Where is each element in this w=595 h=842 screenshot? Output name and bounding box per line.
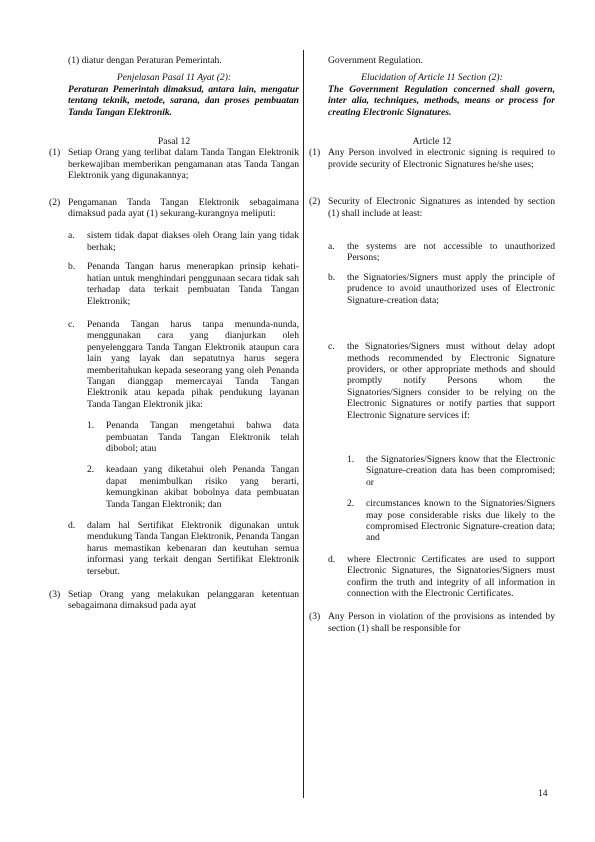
point-text: the Signatories/Signers must without delay adopt methods recommended by Electronic Signature providers, or other appropriate methods and should promptly notify Persons whom the Signatories/Signers consider to be relying on the Electronic Signatures or notify parties that support Electronic Signature services if: bbox=[347, 341, 555, 421]
point-letter: c. bbox=[68, 318, 75, 330]
section-text: Pengamanan Tanda Tangan Elektronik sebagaimana dimaksud pada ayat (1) sekurang-kurangnya meliputi: bbox=[68, 196, 299, 220]
subpoint-2 bbox=[347, 498, 555, 544]
section-number: (3) bbox=[49, 589, 61, 601]
point-text: dalam hal Sertifikat Elektronik digunakan untuk mendukung Tanda Tangan Elektronik, Penanda Tangan harus memastikan kebenaran dan keutuhan semua informasi yang terkait dengan Sertifikat Elektronik tersebut. bbox=[87, 520, 299, 577]
subpoint-number: 1. bbox=[87, 420, 95, 432]
point-letter: b. bbox=[68, 261, 76, 273]
point-text: Penanda Tangan harus tanpa menunda-nunda, menggunakan cara yang dianjurkan oleh penyelenggara Tanda Tangan Elektronik ataupun cara lain yang layak dan sepatutnya harus segera memberitahukan kepada seseorang yang oleh Penanda Tangan dianggap memercayai Tanda Tangan Elektronik atau kepada pihak pendukung layanan Tanda Tangan Elektronik jika: bbox=[87, 318, 299, 410]
point-letter: d. bbox=[328, 553, 336, 565]
point-letter: c. bbox=[328, 341, 335, 353]
subpoint-text: Penanda Tangan mengetahui bahwa data pembuatan Tanda Tangan Elektronik telah dibobol; atau bbox=[106, 420, 299, 454]
section-3 bbox=[309, 611, 555, 634]
point-letter: d. bbox=[68, 520, 76, 531]
section-number: (2) bbox=[309, 196, 321, 208]
section-2 bbox=[49, 197, 299, 220]
section-text: Any Person in violation of the provisions as intended by section (1) shall be responsible for bbox=[328, 611, 555, 634]
point-d bbox=[68, 520, 299, 577]
subpoint-1 bbox=[87, 420, 299, 454]
section-1 bbox=[309, 147, 555, 170]
subpoint-text: the Signatories/Signers know that the Electronic Signature-creation data has been compromised; or bbox=[366, 453, 555, 488]
subpoint-number: 2. bbox=[87, 464, 95, 476]
subpoint-number: 2. bbox=[347, 498, 355, 510]
point-c bbox=[328, 341, 555, 421]
point-text: the systems are not accessible to unauthorized Persons; bbox=[347, 241, 555, 264]
point-d bbox=[328, 554, 555, 600]
point-c bbox=[68, 319, 299, 410]
column-divider bbox=[303, 50, 304, 798]
section-1 bbox=[49, 147, 299, 181]
point-a bbox=[68, 230, 299, 253]
section-number: (3) bbox=[309, 611, 321, 623]
point-text: the Signatories/Signers must apply the principle of prudence to avoid unauthorized uses of Electronic Signature-creation data; bbox=[347, 271, 555, 306]
english-column bbox=[309, 55, 555, 634]
point-b bbox=[328, 272, 555, 306]
intro-text: (1) diatur dengan Peraturan Pemerintah. bbox=[68, 55, 222, 66]
section-text: Setiap Orang yang melakukan pelanggaran ketentuan sebagaimana dimaksud pada ayat bbox=[68, 589, 299, 612]
elucidation-text: The Government Regulation concerned shall govern, inter alia, techniques, methods, means or process for creating Electronic Signatures. bbox=[328, 83, 555, 118]
section-2 bbox=[309, 196, 555, 219]
point-b bbox=[68, 261, 299, 307]
point-letter: b. bbox=[328, 271, 336, 283]
section-3 bbox=[49, 589, 299, 612]
subpoint-1 bbox=[347, 454, 555, 488]
indonesian-column bbox=[49, 55, 299, 612]
point-letter: a. bbox=[328, 241, 335, 253]
subpoint-text: keadaan yang diketahui oleh Penanda Tangan dapat menimbulkan risiko yang berarti, kemungkinan akibat bobolnya data pembuatan Tanda Tangan Elektronik; dan bbox=[106, 464, 299, 510]
section-text: Security of Electronic Signatures as intended by section (1) shall include at least: bbox=[328, 196, 555, 219]
section-number: (2) bbox=[49, 196, 61, 208]
subpoint-2 bbox=[87, 464, 299, 510]
point-text: sistem tidak dapat diakses oleh Orang lain yang tidak berhak; bbox=[87, 230, 299, 253]
section-number: (1) bbox=[49, 147, 61, 159]
point-letter: a. bbox=[68, 230, 75, 242]
subpoint-text: circumstances known to the Signatories/Signers may pose considerable risks due likely to the compromised Electronic Signature-creation data; and bbox=[366, 498, 555, 544]
point-text: where Electronic Certificates are used to support Electronic Signatures, the Signatories/Signers must confirm the truth and integrity of all information in connection with the Electronic Certificates. bbox=[347, 553, 555, 599]
section-text: Any Person involved in electronic signing is required to provide security of Electronic Signatures he/she uses; bbox=[328, 147, 555, 170]
point-a bbox=[328, 241, 555, 264]
elucidation-title: Penjelasan Pasal 11 Ayat (2): bbox=[116, 72, 232, 84]
subpoint-number: 1. bbox=[347, 453, 355, 465]
elucidation-title: Elucidation of Article 11 Section (2): bbox=[361, 72, 503, 84]
article-title: Pasal 12 bbox=[157, 136, 191, 148]
page-number: 14 bbox=[538, 788, 548, 799]
intro-text: Government Regulation. bbox=[328, 55, 423, 66]
section-number: (1) bbox=[309, 147, 321, 159]
point-text: Penanda Tangan harus menerapkan prinsip kehati-hatian untuk menghindari penggunaan secara tidak sah terhadap data terkait pembuatan Tanda Tangan Elektronik; bbox=[87, 261, 299, 307]
elucidation-text: Peraturan Pemerintah dimaksud, antara lain, mengatur tentang teknik, metode, sarana, dan proses pembuatan Tanda Tangan Elektronik. bbox=[68, 83, 299, 118]
section-text: Setiap Orang yang terlibat dalam Tanda Tangan Elektronik berkewajiban memberikan pengamanan atas Tanda Tangan Elektronik yang digunakannya; bbox=[68, 147, 299, 182]
article-title: Article 12 bbox=[412, 136, 452, 148]
